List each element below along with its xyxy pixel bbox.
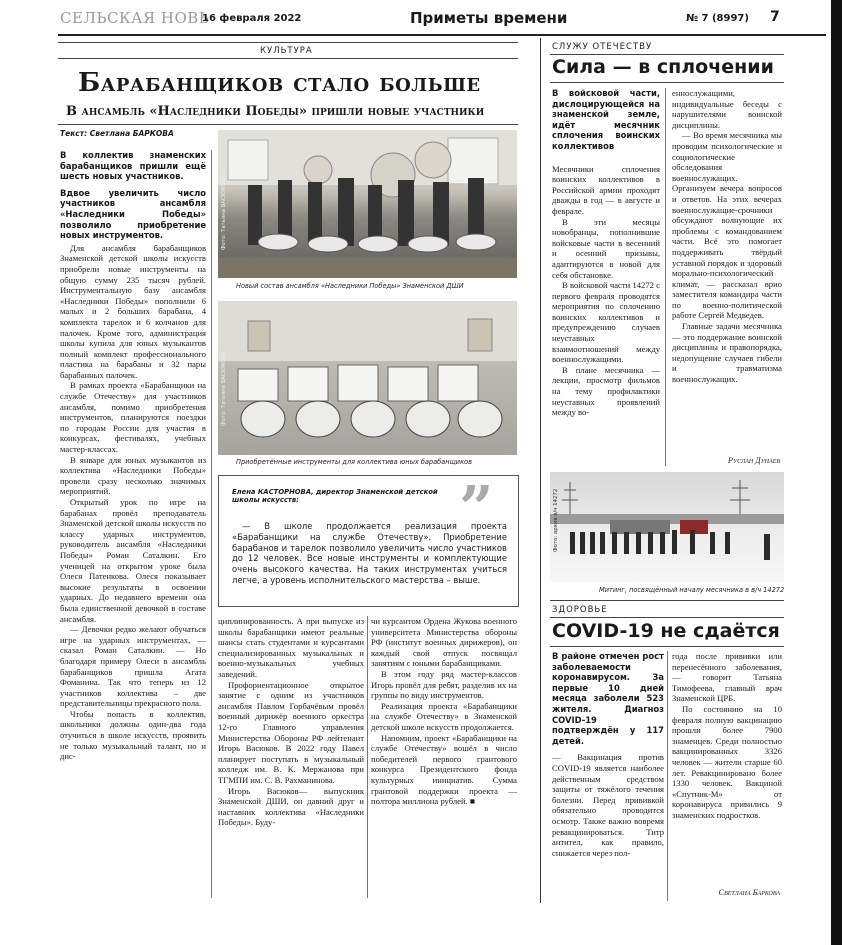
paragraph: В этом году ряд мастер-классов Игорь провёл для ребят, разделив их на группы по виду инструментов. xyxy=(371,668,517,701)
masthead-rule xyxy=(58,34,826,36)
quote-author: Елена КАСТОРНОВА, директор Знаменской детской школы искусств: xyxy=(232,488,438,504)
service-title: Сила — в сплочении xyxy=(552,56,774,78)
paper-name: СЕЛЬСКАЯ НОВЬ xyxy=(60,9,210,27)
service-column-2 xyxy=(672,88,782,448)
paragraph: Реализация проекта «Барабанщики на службе Отечеству» в Знаменской детской школе искусств продолжается. xyxy=(371,700,517,732)
photo-instruments xyxy=(218,301,517,455)
paragraph: циплинированность. А при выпуске из школы барабанщики имеют реальные шансы стать студентами и курсантами специализированных музыкальных и военно-музыкальных учебных заведений. xyxy=(218,616,364,679)
paragraph: В рамках проекта «Барабанщики на службе Отечеству» для участников ансамбля, помимо приобретения инструментов, планируются поездки по городам России для участия в конкурсах, фестивалях, учебных мастер-классах. xyxy=(60,380,206,455)
health-signature: Светлана Баркова xyxy=(718,888,780,897)
photo-military-rally xyxy=(550,472,784,582)
service-lead: В войсковой части, дислоцирующейся на знаменской земле, идёт месячник сплочения воинских коллективов xyxy=(552,88,660,151)
issue-number: № 7 (8997) xyxy=(686,13,749,24)
paragraph: года после прививки или перенесённого заболевания, — говорит Татьяна Тимофеева, главный врач Знаменской ЦРБ. xyxy=(672,651,782,704)
column-divider xyxy=(211,150,212,898)
paragraph: Чтобы попасть в коллектив, школьники должны один-два года отучиться в школе искусств, проявить не только музыкальный талант, но и дис- xyxy=(60,708,206,762)
paragraph: По состоянию на 10 февраля полную вакцинацию прошли более 7900 знаменцев. Среди полностью вакцинированных 3326 человек — жители старше 60 лет. Ревакцинировано более 1330 человек. Вакциной «Спутник-М» от коронавируса привились 9 знаменских подростков. xyxy=(672,703,782,820)
director-quote xyxy=(218,475,519,607)
paragraph: — Во время месячника мы проводим психологические и социологические обследования военнослужащих. Организуем вечера вопросов и ответов. На этих вечерах военнослужащие-срочники обсуждают волнующие их проблемы с командованием части. Всё это помогает поддерживать твёрдый уставной порядок и здоровый морально-психологический климат, — рассказал врио заместителя командира части по военно-политической работе Сергей Медведев. xyxy=(672,130,782,321)
quote-mark-icon: ” xyxy=(459,474,494,544)
photo-credit: Фото: Татьяна ВАСЮКОВА xyxy=(221,174,227,250)
health-lead: В районе отмечен рост заболеваемости коронавирусом. За первые 10 дней месяца заболели 523 жителя. Диагноз COVID-19 подтверждён у 117 детей. xyxy=(552,651,664,746)
culture-top-rule xyxy=(58,42,518,43)
health-title-rule xyxy=(550,646,784,647)
photo-caption: Приобретённые инструменты для коллектива юных барабанщиков xyxy=(236,458,472,466)
paragraph: Для ансамбля барабанщиков Знаменской детской школы искусств приобрели новые инструменты на общую сумму 235 тысяч рублей. Инструментальную базу ансамбля «Наследники Победы» пополнили 6 малых и 2 больших барабана, 4 комплекта тарелок и 6 колчанов для палочек. Кроме того, администрация школы купила для юных музыкантов полный комплект профессионального пластика на барабаны и 32 пары барабанных палочек. xyxy=(60,242,206,380)
service-column-1 xyxy=(552,88,660,470)
paragraph: В войсковой части 14272 с первого февраля проводятся мероприятия по сплочению воинских коллективов и предупреждению случаев неуставных взаимоотношений между военнослужащими. xyxy=(552,280,660,365)
photo-ensemble xyxy=(218,130,517,278)
paragraph: Месячники сплочения воинских коллективов в Российской армии проходят дважды в год — в августе и феврале. xyxy=(552,163,660,216)
section-title: Приметы времени xyxy=(410,9,568,27)
paragraph: Игорь Васюков— выпускник Знаменской ДШИ, он давний друг и наставник коллектива «Наследники Победы». Буду- xyxy=(218,785,364,828)
health-rubric: ЗДОРОВЬЕ xyxy=(552,605,608,615)
photo-caption: Митинг, посвящённый началу месячника в в/ч 14272 xyxy=(599,586,785,594)
culture-rubric-rule xyxy=(58,58,518,59)
culture-title-rule xyxy=(58,124,518,125)
service-signature: Руслан Дунаев xyxy=(727,456,780,465)
paragraph: Главные задачи месячника — это поддержание воинской дисциплины и правопорядка, недопущение случаев гибели и травматизма военнослужащих. xyxy=(672,321,782,385)
service-title-rule xyxy=(550,82,784,83)
ensemble-illustration xyxy=(218,130,517,278)
photo-credit: Фото: Татьяна ВАСЮКОВА xyxy=(221,350,227,426)
culture-title: Барабанщиков стало больше xyxy=(78,68,481,98)
paragraph: В эти месяцы новобранцы, пополнившие войсковые части в весенний и осенний призывы, адаптируются в новой для себя обстановке. xyxy=(552,216,660,280)
paragraph: В плане месячника — лекции, просмотр фильмов на тему профилактики неуставных проявлений между во- xyxy=(552,364,660,418)
paragraph: — Вакцинация против COVID-19 является наиболее действенным средством защиты от тяжёлого течения болезни. Перед прививкой обязательно проводится осмотр. Также важно вовремя ревакцинироваться. Титр антител, как правило, снижается через пол- xyxy=(552,752,664,858)
section-divider xyxy=(540,38,541,903)
paragraph: Открытый урок по игре на барабанах провёл преподаватель Знаменской детской школы искусств по классу ударных инструментов, руководитель ансамбля «Наследники Победы» Роман Саталкин. Его ученицей на открытом уроке была Олеся Патенкова. Олеся показывает высокие результаты в освоении ударных. До недавнего времени она была единственной девочкой в составе ансамбля. xyxy=(60,497,206,624)
newspaper-page xyxy=(52,0,842,945)
column-divider xyxy=(667,651,668,901)
culture-column-1 xyxy=(60,150,206,892)
issue-date: 16 февраля 2022 xyxy=(202,13,302,24)
quote-text: — В школе продолжается реализация проекта «Барабанщики на службе Отечеству». Приобретение барабанов и тарелок позволило увеличить число участников до 12 человек. Все новые инструменты и комплектующие очень высокого качества. На таких инструментах учиться легче, а уровень исполнительского мастерства – выше. xyxy=(232,521,507,585)
page-number: 7 xyxy=(770,9,780,25)
paragraph: В январе для юных музыкантов из коллектива «Наследники Победы» провели сразу несколько значимых мероприятий. xyxy=(60,454,206,497)
column-divider xyxy=(367,616,368,898)
culture-column-3 xyxy=(371,616,517,898)
instruments-illustration xyxy=(218,301,517,455)
paragraph: Напомним, проект «Барабанщики на службе Отечеству» вошёл в число победителей первого грантового конкурса Президентского фонда культурных инициатив. Сумма грантовой поддержки проекта — полтора миллиона рублей. ■ xyxy=(371,732,517,807)
paragraph: Профориентационное открытое занятие с одним из участников ансамбля Павлом Горбачёвым провёл военный дирижёр военного оркестра 12-го Главного управления Министерства Обороны РФ лейтенант Игорь Васюков. В 2022 году Павел планирует поступать в музыкальный колледж им. В. К. Мержанова при ТГМПИ им. С. В. Рахманинова. xyxy=(218,679,364,785)
culture-rubric: КУЛЬТУРА xyxy=(260,46,313,56)
column-divider xyxy=(665,88,666,466)
culture-lead: В коллектив знаменских барабанщиков пришли ещё шесть новых участников. xyxy=(60,150,206,182)
health-top-rule xyxy=(550,600,784,601)
service-rubric: СЛУЖУ ОТЕЧЕСТВУ xyxy=(552,42,653,52)
culture-byline: Текст: Светлана БАРКОВА xyxy=(60,129,174,138)
health-title: COVID-19 не сдаётся xyxy=(552,620,780,642)
culture-column-2 xyxy=(218,616,364,898)
photo-caption: Новый состав ансамбля «Наследники Победы» Знаменской ДШИ xyxy=(236,282,464,290)
paragraph: еннослужащими, индивидуальные беседы с нарушителями воинской дисциплины. xyxy=(672,88,782,130)
paragraph: чи курсантом Ордена Жукова военного университета Министерства обороны РФ (институт военных дирижеров), он каждый свой отпуск посвящал занятиям с юными барабанщиками. xyxy=(371,616,517,669)
photo-credit: Фото: архив в/ч 14272 xyxy=(553,488,559,552)
paragraph: Вдвое увеличить число участников ансамбля «Наследники Победы» позволило приобретение новых инструментов. xyxy=(60,187,206,241)
paragraph: — Девочки редко желают обучаться игре на ударных инструментах, — сказал Роман Саталкин. — Но благодаря примеру Олеси в ансамбль барабанщиков пришла Агата Фоманина. Так что теперь из 12 участников коллектива – две представительницы прекрасного пола. xyxy=(60,624,206,709)
health-column-1 xyxy=(552,651,664,901)
culture-subtitle: В ансамбль «Наследники Победы» пришли новые участники xyxy=(66,104,485,119)
health-rubric-rule xyxy=(550,617,784,618)
service-rubric-rule xyxy=(550,54,784,55)
health-column-2 xyxy=(672,651,782,883)
page-edge-bar xyxy=(831,0,842,945)
rally-illustration xyxy=(550,472,784,582)
